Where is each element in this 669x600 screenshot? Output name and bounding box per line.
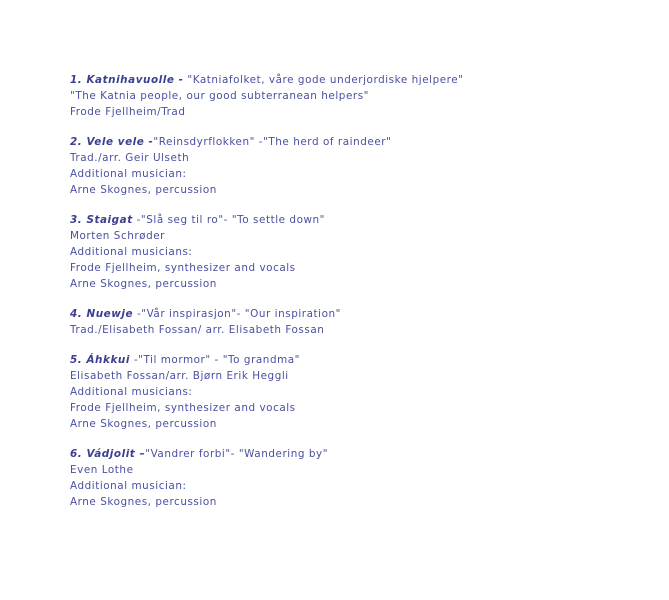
credit-line: Morten Schrøder xyxy=(70,230,165,242)
track-3 xyxy=(70,212,660,292)
track-subtitle: -"Til mormor" - "To grandma" xyxy=(129,354,301,366)
credit-line: Arne Skognes, percussion xyxy=(70,278,217,290)
track-subtitle: -"Slå seg til ro"- "To settle down" xyxy=(132,214,325,226)
credit-line: Elisabeth Fossan/arr. Bjørn Erik Heggli xyxy=(70,370,289,382)
credit-line: Even Lothe xyxy=(70,464,134,476)
track-4 xyxy=(70,306,660,338)
credit-line: Arne Skognes, percussion xyxy=(70,418,217,430)
track-heading xyxy=(70,352,660,368)
credit-line: Arne Skognes, percussion xyxy=(70,184,217,196)
track-subtitle: "Vandrer forbi"- "Wandering by" xyxy=(145,448,329,460)
track-subtitle: "Reinsdyrflokken" -"The herd of raindeer" xyxy=(153,136,392,148)
track-title: 6. Vádjolit – xyxy=(70,448,146,460)
track-heading xyxy=(70,446,660,462)
track-title: 1. Katnihavuolle - xyxy=(70,74,184,86)
credit-line: Frode Fjellheim, synthesizer and vocals xyxy=(70,262,296,274)
track-title: 3. Staigat xyxy=(70,214,133,226)
track-6 xyxy=(70,446,660,510)
track-heading xyxy=(70,212,660,228)
track-title: 5. Áhkkui xyxy=(70,354,130,366)
credit-line: Frode Fjellheim, synthesizer and vocals xyxy=(70,402,296,414)
track-heading xyxy=(70,72,660,88)
track-title: 4. Nuewje xyxy=(70,308,134,320)
track-subtitle: -"Vår inspirasjon"- "Our inspiration" xyxy=(133,308,341,320)
credit-line: "The Katnia people, our good subterranean helpers" xyxy=(70,90,370,102)
credit-line: Additional musician: xyxy=(70,168,187,180)
track-5 xyxy=(70,352,660,432)
credit-line: Trad./Elisabeth Fossan/ arr. Elisabeth Fossan xyxy=(70,324,325,336)
credit-line: Trad./arr. Geir Ulseth xyxy=(70,152,190,164)
track-heading xyxy=(70,306,660,322)
credit-line: Additional musicians: xyxy=(70,246,193,258)
credit-line: Frode Fjellheim/Trad xyxy=(70,106,186,118)
credit-line: Arne Skognes, percussion xyxy=(70,496,217,508)
track-title: 2. Vele vele - xyxy=(70,136,154,148)
track-credits xyxy=(70,72,660,510)
credit-line: Additional musician: xyxy=(70,480,187,492)
track-heading xyxy=(70,134,660,150)
track-1 xyxy=(70,72,660,120)
track-2 xyxy=(70,134,660,198)
track-subtitle: "Katniafolket, våre gode underjordiske hjelpere" xyxy=(183,74,464,86)
credit-line: Additional musicians: xyxy=(70,386,193,398)
